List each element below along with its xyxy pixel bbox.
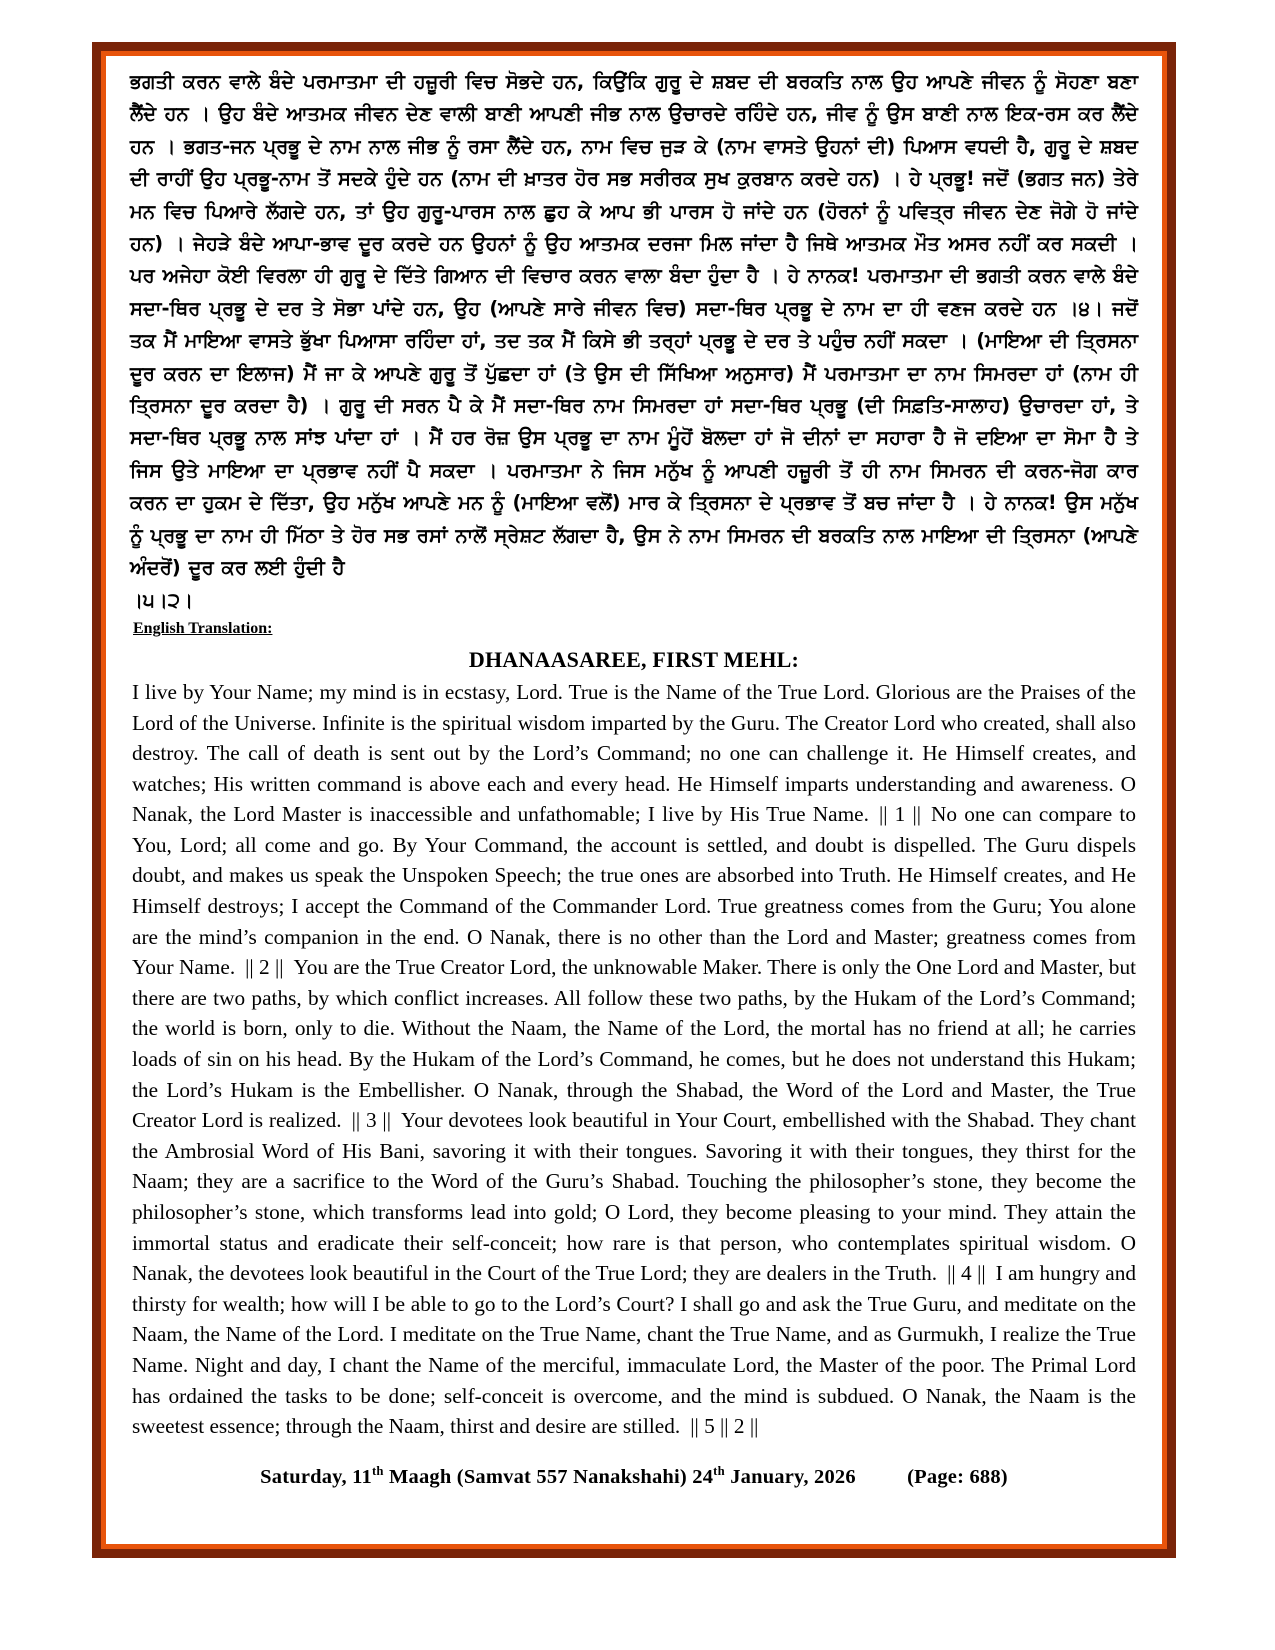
punjabi-commentary-text: ਭਗਤੀ ਕਰਨ ਵਾਲੇ ਬੰਦੇ ਪਰਮਾਤਮਾ ਦੀ ਹਜ਼ੂਰੀ ਵਿਚ ਸੋਭਦੇ ਹਨ, ਕਿਉਂਕਿ ਗੁਰੂ ਦੇ ਸ਼ਬਦ ਦੀ ਬਰਕਤਿ ਨਾਲ ਉਹ ਆਪਣੇ ਜੀਵਨ ਨੂੰ ਸੋਹਣਾ ਬਣਾ ਲੈਂਦੇ ਹਨ । ਉਹ ਬੰਦੇ ਆਤਮਕ ਜੀਵਨ ਦੇਣ ਵਾਲੀ ਬਾਣੀ ਆਪਣੀ ਜੀਭ ਨਾਲ ਉਚਾਰਦੇ ਰਹਿੰਦੇ ਹਨ, ਜੀਵ ਨੂੰ ਉਸ ਬਾਣੀ ਨਾਲ ਇਕ-ਰਸ ਕਰ ਲੈਂਦੇ ਹਨ । ਭਗਤ-ਜਨ ਪ੍ਰਭੂ ਦੇ ਨਾਮ ਨਾਲ ਜੀਭ ਨੂੰ ਰਸਾ ਲੈਂਦੇ ਹਨ, ਨਾਮ ਵਿਚ ਜੁੜ ਕੇ (ਨਾਮ ਵਾਸਤੇ ਉਹਨਾਂ ਦੀ) ਪਿਆਸ ਵਧਦੀ ਹੈ, ਗੁਰੂ ਦੇ ਸ਼ਬਦ ਦੀ ਰਾਹੀਂ ਉਹ ਪ੍ਰਭੂ-ਨਾਮ ਤੋਂ ਸਦਕੇ ਹੁੰਦੇ ਹਨ (ਨਾਮ ਦੀ ਖ਼ਾਤਰ ਹੋਰ ਸਭ ਸਰੀਰਕ ਸੁਖ ਕੁਰਬਾਨ ਕਰਦੇ ਹਨ) । ਹੇ ਪ੍ਰਭੂ! ਜਦੋਂ (ਭਗਤ ਜਨ) ਤੇਰੇ ਮਨ ਵਿਚ ਪਿਆਰੇ ਲੱਗਦੇ ਹਨ, ਤਾਂ ਉਹ ਗੁਰੂ-ਪਾਰਸ ਨਾਲ ਛੁਹ ਕੇ ਆਪ ਭੀ ਪਾਰਸ ਹੋ ਜਾਂਦੇ ਹਨ (ਹੋਰਨਾਂ ਨੂੰ ਪਵਿਤ੍ਰ ਜੀਵਨ ਦੇਣ ਜੋਗੇ ਹੋ ਜਾਂਦੇ ਹਨ) । ਜੇਹੜੇ ਬੰਦੇ ਆਪਾ-ਭਾਵ ਦੂਰ ਕਰਦੇ ਹਨ ਉਹਨਾਂ ਨੂੰ ਉਹ ਆਤਮਕ ਦਰਜਾ ਮਿਲ ਜਾਂਦਾ ਹੈ ਜਿਥੇ ਆਤਮਕ ਮੌਤ ਅਸਰ ਨਹੀਂ ਕਰ ਸਕਦੀ । ਪਰ ਅਜੇਹਾ ਕੋਈ ਵਿਰਲਾ ਹੀ ਗੁਰੂ ਦੇ ਦਿੱਤੇ ਗਿਆਨ ਦੀ ਵਿਚਾਰ ਕਰਨ ਵਾਲਾ ਬੰਦਾ ਹੁੰਦਾ ਹੈ । ਹੇ ਨਾਨਕ! ਪਰਮਾਤਮਾ ਦੀ ਭਗਤੀ ਕਰਨ ਵਾਲੇ ਬੰਦੇ ਸਦਾ-ਥਿਰ ਪ੍ਰਭੂ ਦੇ ਦਰ ਤੇ ਸੋਭਾ ਪਾਂਦੇ ਹਨ, ਉਹ (ਆਪਣੇ ਸਾਰੇ ਜੀਵਨ ਵਿਚ) ਸਦਾ-ਥਿਰ ਪ੍ਰਭੂ ਦੇ ਨਾਮ ਦਾ ਹੀ ਵਣਜ ਕਰਦੇ ਹਨ ।੪। ਜਦੋਂ ਤਕ ਮੈਂ ਮਾਇਆ ਵਾਸਤੇ ਭੁੱਖਾ ਪਿਆਸਾ ਰਹਿੰਦਾ ਹਾਂ, ਤਦ ਤਕ ਮੈਂ ਕਿਸੇ ਭੀ ਤਰ੍ਹਾਂ ਪ੍ਰਭੂ ਦੇ ਦਰ ਤੇ ਪਹੁੰਚ ਨਹੀਂ ਸਕਦਾ । (ਮਾਇਆ ਦੀ ਤ੍ਰਿਸਨਾ ਦੂਰ ਕਰਨ ਦਾ ਇਲਾਜ) ਮੈਂ ਜਾ ਕੇ ਆਪਣੇ ਗੁਰੂ ਤੋਂ ਪੁੱਛਦਾ ਹਾਂ (ਤੇ ਉਸ ਦੀ ਸਿੱਖਿਆ ਅਨੁਸਾਰ) ਮੈਂ ਪਰਮਾਤਮਾ ਦਾ ਨਾਮ ਸਿਮਰਦਾ ਹਾਂ (ਨਾਮ ਹੀ ਤ੍ਰਿਸਨਾ ਦੂਰ ਕਰਦਾ ਹੈ) । ਗੁਰੂ ਦੀ ਸਰਨ ਪੈ ਕੇ ਮੈਂ ਸਦਾ-ਥਿਰ ਨਾਮ ਸਿਮਰਦਾ ਹਾਂ ਸਦਾ-ਥਿਰ ਪ੍ਰਭੂ (ਦੀ ਸਿਫ਼ਤਿ-ਸਾਲਾਹ) ਉਚਾਰਦਾ ਹਾਂ, ਤੇ ਸਦਾ-ਥਿਰ ਪ੍ਰਭੂ ਨਾਲ ਸਾਂਝ ਪਾਂਦਾ ਹਾਂ । ਮੈਂ ਹਰ ਰੋਜ਼ ਉਸ ਪ੍ਰਭੂ ਦਾ ਨਾਮ ਮੂੰਹੋਂ ਬੋਲਦਾ ਹਾਂ ਜੋ ਦੀਨਾਂ ਦਾ ਸਹਾਰਾ ਹੈ ਜੋ ਦਇਆ ਦਾ ਸੋਮਾ ਹੈ ਤੇ ਜਿਸ ਉਤੇ ਮਾਇਆ ਦਾ ਪ੍ਰਭਾਵ ਨਹੀਂ ਪੈ ਸਕਦਾ । ਪਰਮਾਤਮਾ ਨੇ ਜਿਸ ਮਨੁੱਖ ਨੂੰ ਆਪਣੀ ਹਜ਼ੂਰੀ ਤੋਂ ਹੀ ਨਾਮ ਸਿਮਰਨ ਦੀ ਕਰਨ-ਜੋਗ ਕਾਰ ਕਰਨ ਦਾ ਹੁਕਮ ਦੇ ਦਿੱਤਾ, ਉਹ ਮਨੁੱਖ ਆਪਣੇ ਮਨ ਨੂੰ (ਮਾਇਆ ਵਲੋਂ) ਮਾਰ ਕੇ ਤ੍ਰਿਸਨਾ ਦੇ ਪ੍ਰਭਾਵ ਤੋਂ ਬਚ ਜਾਂਦਾ ਹੈ । ਹੇ ਨਾਨਕ! ਉਸ ਮਨੁੱਖ ਨੂੰ ਪ੍ਰਭੂ ਦਾ ਨਾਮ ਹੀ ਮਿੱਠਾ ਤੇ ਹੋਰ ਸਭ ਰਸਾਂ ਨਾਲੋਂ ਸ੍ਰੇਸ਼ਟ ਲੱਗਦਾ ਹੈ, ਉਸ ਨੇ ਨਾਮ ਸਿਮਰਨ ਦੀ ਬਰਕਤਿ ਨਾਲ ਮਾਇਆ ਦੀ ਤ੍ਰਿਸਨਾ (ਆਪਣੇ ਅੰਦਰੋਂ) ਦੂਰ ਕਰ ਲਈ ਹੁੰਦੀ ਹੈ [130, 70, 1138, 580]
footer-day-number: 11 [352, 1465, 372, 1488]
footer-gregorian-day: 24 [692, 1465, 714, 1488]
pause-marker-2: || 2 || [245, 955, 284, 980]
translation-paragraph-4: Your devotees look beautiful in Your Court, embellished with the Shabad. They chant the Ambrosial Word of His Bani, savoring it with their tongues. Savoring it with their tongues, they thirst for the Naam; they are a sacrifice to the Word of the Guru’s Shabad. Touching the philosopher’s stone, they become the philosopher’s stone, which transforms lead into gold; O Lord, they become pleasing to your mind. They attain the immortal status and eradicate their self-conceit; how rare is that person, who contemplates spiritual wisdom. O Nanak, the devotees look beautiful in the Court of the True Lord; they are dealers in the Truth. [132, 1108, 1136, 1286]
pause-marker-4: || 4 || [947, 1261, 986, 1286]
pause-marker-5: || 5 || 2 || [690, 1414, 759, 1439]
footer-gregorian-ordinal: th [713, 1463, 725, 1478]
punjabi-verse-marker: ।੫।੨। [130, 588, 194, 612]
english-translation-label: English Translation: [133, 619, 273, 637]
english-translation-label-row [129, 617, 1139, 641]
page-border-outer [92, 42, 1176, 1558]
footer-weekday: Saturday, [260, 1465, 347, 1488]
pause-marker-1: || 1 || [878, 802, 922, 827]
footer-gregorian-month-year: January, 2026 [730, 1465, 856, 1488]
translation-paragraph-1: I live by Your Name; my mind is in ecstasy, Lord. True is the Name of the True Lord. Glorious are the Praises of the Lord of the Universe. Infinite is the spiritual wisdom imparted by the Guru. The Creator Lord who created, shall also destroy. The call of death is sent out by the Lord’s Command; no one can challenge it. He Himself creates, and watches; His written command is above each and every head. He Himself imparts understanding and awareness. O Nanak, the Lord Master is inaccessible and unfathomable; I live by His True Name. [132, 679, 1136, 827]
raag-mehl-heading: DHANAASAREE, FIRST MEHL: [468, 646, 800, 672]
footer-date-line [129, 1464, 1139, 1490]
page-border-inner [101, 51, 1167, 1549]
footer-page-number: (Page: 688) [907, 1465, 1008, 1488]
translation-paragraph-5: I am hungry and thirsty for wealth; how will I be able to go to the Lord’s Court? I shall go and ask the True Guru, and meditate on the Naam, the Name of the Lord. I meditate on the True Name, chant the True Name, and as Gurmukh, I realize the True Name. Night and day, I chant the Name of the merciful, immaculate Lord, the Master of the poor. The Primal Lord has ordained the tasks to be done; self-conceit is overcome, and the mind is subdued. O Nanak, the Naam is the sweetest essence; through the Naam, thirst and desire are stilled. [132, 1261, 1137, 1439]
pause-marker-3: || 3 || [351, 1108, 391, 1133]
page-content [120, 66, 1148, 1538]
footer-day-ordinal: th [371, 1463, 384, 1478]
punjabi-commentary [129, 66, 1139, 617]
footer-nanakshahi-month: Maagh (Samvat 557 Nanakshahi) [388, 1465, 687, 1488]
english-translation-body [129, 677, 1139, 1442]
translation-paragraph-3: You are the True Creator Lord, the unknowable Maker. There is only the One Lord and Master, but there are two paths, by which conflict increases. All follow these two paths, by the Hukam of the Lord’s Command; the world is born, only to die. Without the Naam, the Name of the Lord, the mortal has no friend at all; he carries loads of sin on his head. By the Hukam of the Lord’s Command, he comes, but he does not understand this Hukam; the Lord’s Hukam is the Embellisher. O Nanak, through the Shabad, the Word of the Lord and Master, the True Creator Lord is realized. [132, 955, 1137, 1133]
translation-paragraph-2: No one can compare to You, Lord; all come and go. By Your Command, the account is settled, and doubt is dispelled. The Guru dispels doubt, and makes us speak the Unspoken Speech; the true ones are absorbed into Truth. He Himself creates, and He Himself destroys; I accept the Command of the Commander Lord. True greatness comes from the Guru; You alone are the mind’s companion in the end. O Nanak, there is no other than the Lord and Master; greatness comes from Your Name. [132, 802, 1136, 980]
